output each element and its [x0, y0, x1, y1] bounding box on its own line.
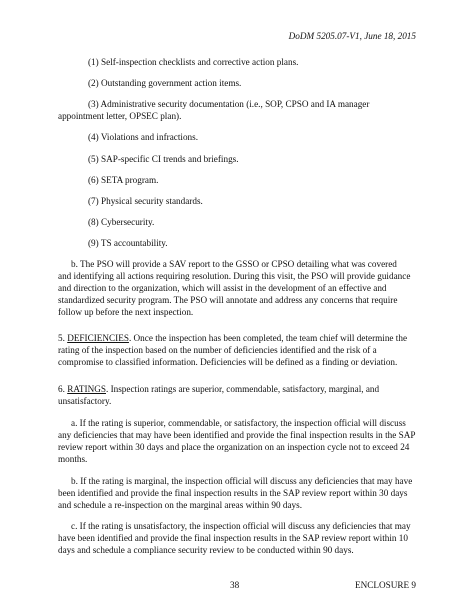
section-6-line: unsatisfactory.: [58, 396, 112, 406]
section-5-heading: DEFICIENCIES: [67, 333, 129, 343]
section-5-number: 5.: [58, 333, 65, 343]
list-item: (2) Outstanding government action items.: [88, 78, 242, 88]
list-item-continuation: appointment letter, OPSEC plan).: [58, 111, 182, 121]
paragraph-b-line: and identifying all actions requiring resolution. During this visit, the PSO will provide guidance: [58, 271, 411, 281]
paragraph-6b-line: b. If the rating is marginal, the inspection official will discuss any deficiencies that may have: [71, 476, 413, 486]
list-item: (4) Violations and infractions.: [88, 132, 199, 142]
paragraph-6a-line: review report within 30 days and place the organization on an inspection cycle not to exceed 24: [58, 442, 410, 452]
paragraph-6b-line: been identified and provide the final inspection results in the SAP review report within 30 days: [58, 488, 408, 498]
list-item: (8) Cybersecurity.: [88, 217, 155, 227]
section-5-first-line: [58, 333, 407, 344]
paragraph-6c-line: days and schedule a compliance security review to be conducted within 90 days.: [58, 545, 354, 555]
list-item: (7) Physical security standards.: [88, 196, 203, 206]
list-item: (1) Self-inspection checklists and corrective action plans.: [88, 57, 299, 67]
paragraph-6c-line: have been identified and provide the final inspection results in the SAP review report within 10: [58, 533, 408, 543]
list-item: (5) SAP-specific CI trends and briefings.: [88, 154, 239, 164]
paragraph-6a-line: a. If the rating is superior, commendable, or satisfactory, the inspection official will discuss: [71, 418, 406, 428]
document-reference: DoDM 5205.07-V1, June 18, 2015: [288, 31, 416, 41]
section-5-line: rating of the inspection based on the number of deficiencies identified and the risk of a: [58, 345, 377, 355]
section-6-heading: RATINGS: [67, 384, 106, 394]
enclosure-label: ENCLOSURE 9: [355, 580, 416, 590]
section-6-number: 6.: [58, 384, 65, 394]
section-5-text: . Once the inspection has been completed, the team chief will determine the: [128, 333, 408, 343]
section-5-line: compromise to classified information. Deficiencies will be defined as a finding or deviation.: [58, 357, 398, 367]
section-6-text: . Inspection ratings are superior, commendable, satisfactory, marginal, and: [105, 384, 380, 394]
section-6-first-line: [58, 384, 379, 395]
page-number: 38: [230, 580, 240, 590]
paragraph-6a-line: months.: [58, 454, 88, 464]
list-item: (6) SETA program.: [88, 175, 159, 185]
paragraph-b-line: follow up before the next inspection.: [58, 307, 194, 317]
paragraph-b-line: standardized security program. The PSO will annotate and address any concerns that require: [58, 295, 398, 305]
paragraph-6c-line: c. If the rating is unsatisfactory, the inspection official will discuss any deficiencies that may: [71, 521, 411, 531]
paragraph-6a-line: any deficiencies that may have been identified and provide the final inspection results in the SAP: [58, 430, 416, 440]
paragraph-6b-line: and schedule a re-inspection on the marginal areas within 90 days.: [58, 500, 302, 510]
list-item: (9) TS accountability.: [88, 238, 168, 248]
list-item: (3) Administrative security documentation (i.e., SOP, CPSO and IA manager: [88, 99, 370, 109]
paragraph-b-line: b. The PSO will provide a SAV report to the GSSO or CPSO detailing what was covered: [71, 259, 397, 269]
paragraph-b-line: and direction to the organization, which will assist in the development of an effective and: [58, 283, 387, 293]
